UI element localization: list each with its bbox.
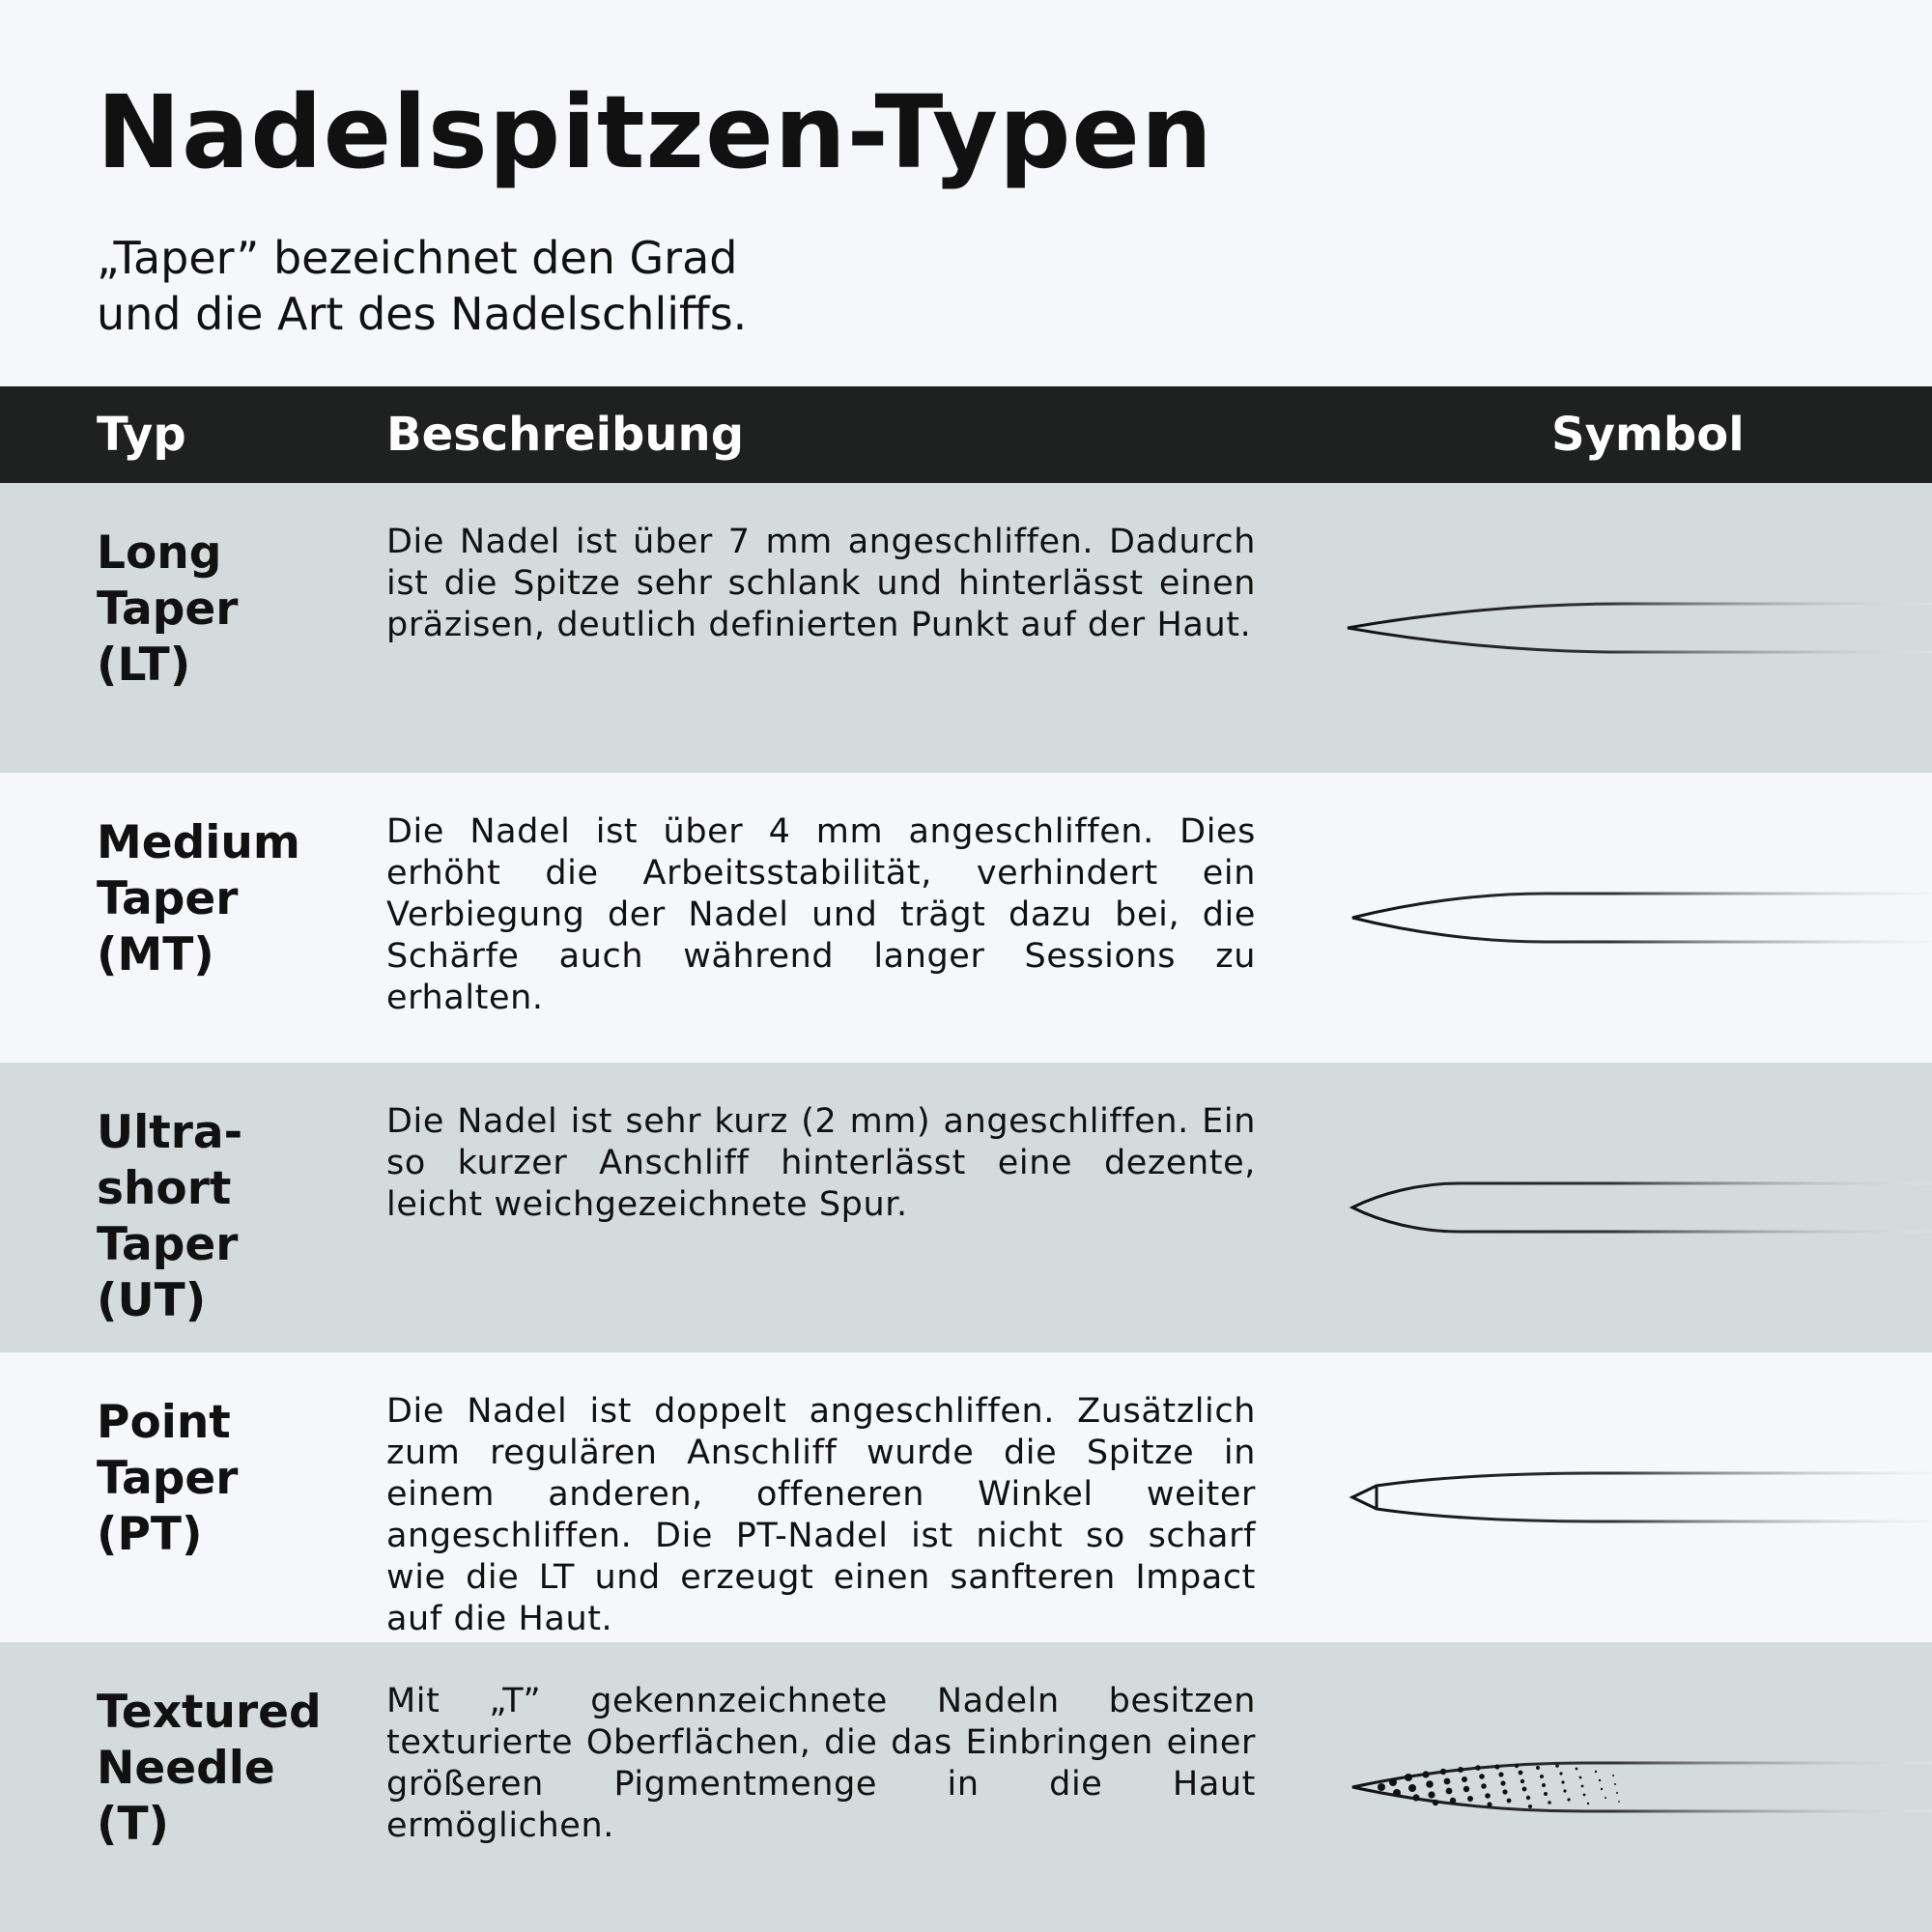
header-type: Typ: [97, 408, 186, 462]
subtitle-line: „Taper” bezeichnet den Grad: [97, 232, 738, 284]
textured-needle-icon: [1333, 1729, 1932, 1835]
medium-taper-needle-icon: [1333, 860, 1932, 966]
table-row: [0, 1063, 1932, 1352]
type-line: Textured: [97, 1686, 322, 1739]
needle-description: Die Nadel ist sehr kurz (2 mm) angeschliffen. Ein so kurzer Anschliff hinterlässt eine dezente, leicht weichgezeichnete Spur.: [386, 1102, 1256, 1224]
needle-description: Die Nadel ist über 4 mm angeschliffen. Dies erhöht die Arbeitsstabilität, verhindert ein Verbiegung der Nadel und trägt dazu bei, die Schärfe auch während langer Sessions zu erhalten.: [386, 812, 1256, 1017]
type-line: Point: [97, 1396, 231, 1449]
type-line: short: [97, 1162, 232, 1215]
long-taper-needle-icon: [1333, 570, 1932, 676]
needle-description: Die Nadel ist doppelt angeschliffen. Zusätzlich zum regulären Anschliff wurde die Spitze in einem anderen, offeneren Winkel weiter angeschliffen. Die PT-Nadel ist nicht so scharf wie die LT und erzeugt einen sanfteren Impact auf die Haut.: [386, 1392, 1256, 1638]
table-row: [0, 1642, 1932, 1932]
needle-description: Die Nadel ist über 7 mm angeschliffen. Dadurch ist die Spitze sehr schlank und hinterlässt einen präzisen, deutlich definierten Punkt auf der Haut.: [386, 523, 1256, 644]
type-line: Ultra-: [97, 1106, 243, 1159]
type-line: (MT): [97, 928, 214, 981]
header-description: Beschreibung: [386, 408, 745, 462]
needle-type: [97, 1685, 348, 1853]
type-line: (UT): [97, 1274, 207, 1327]
table-row: [0, 773, 1932, 1063]
needle-type: [97, 1105, 348, 1329]
type-line: (PT): [97, 1508, 203, 1561]
subtitle-line: und die Art des Nadelschliffs.: [97, 288, 748, 340]
type-line: (T): [97, 1798, 170, 1851]
table-row: [0, 483, 1932, 773]
page-subtitle: [97, 230, 966, 342]
type-line: Long: [97, 526, 222, 580]
type-line: Medium: [97, 816, 300, 869]
type-line: Taper: [97, 582, 239, 636]
needle-type: [97, 1395, 348, 1563]
page-title: Nadelspitzen-Typen: [97, 73, 1213, 191]
needle-type: [97, 526, 348, 694]
type-line: (LT): [97, 639, 191, 692]
needle-type: [97, 815, 348, 983]
type-line: Taper: [97, 872, 239, 925]
type-line: Taper: [97, 1452, 239, 1505]
ultra-short-taper-needle-icon: [1333, 1150, 1932, 1256]
type-line: Taper: [97, 1218, 239, 1271]
needle-table: [0, 483, 1932, 1932]
point-taper-needle-icon: [1333, 1439, 1932, 1546]
needle-description: Mit „T” gekennzeichnete Nadeln besitzen texturierte Oberflächen, die das Einbringen einer größeren Pigmentmenge in die Haut ermöglichen.: [386, 1682, 1256, 1845]
type-line: Needle: [97, 1742, 275, 1795]
header-symbol: Symbol: [1551, 408, 1745, 462]
table-header: [0, 386, 1932, 483]
table-row: [0, 1352, 1932, 1642]
